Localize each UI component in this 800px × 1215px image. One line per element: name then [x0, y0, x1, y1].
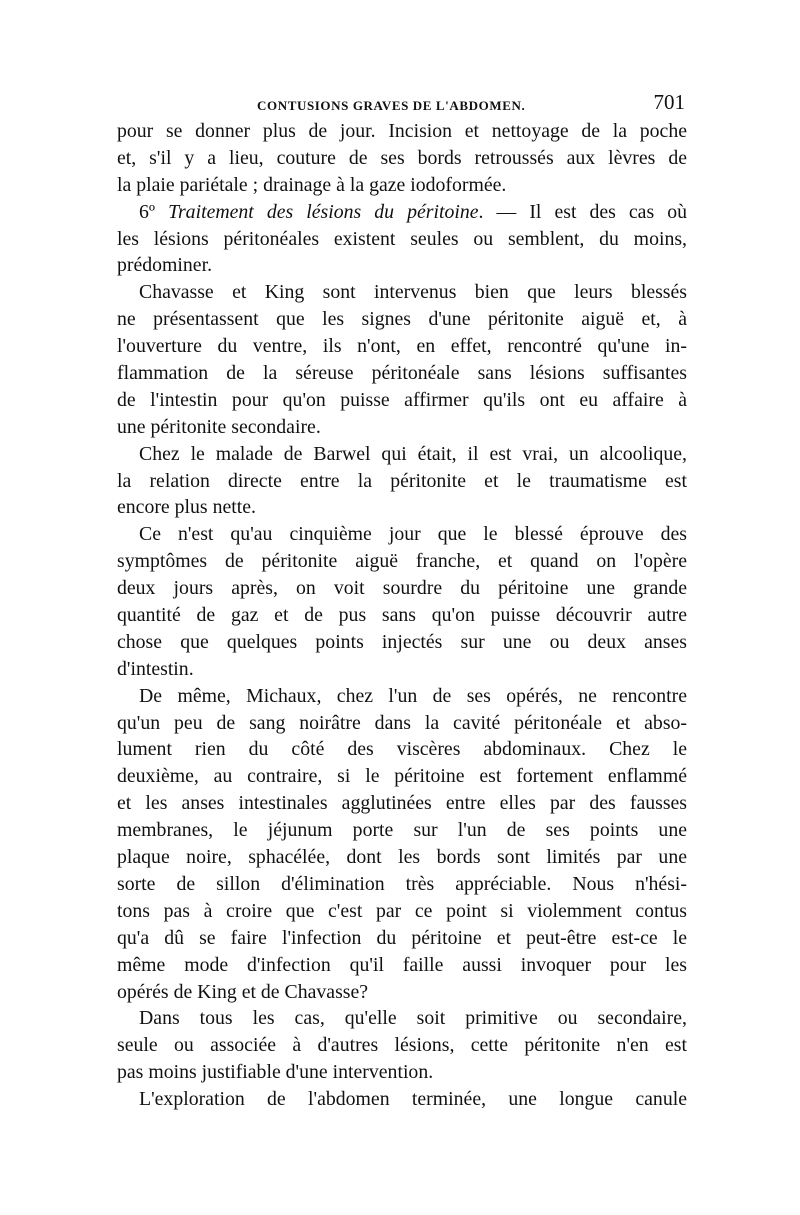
- text-line: plaque noire, sphacélée, dont les bords sont limités par une: [117, 846, 687, 869]
- text-line: chose que quelques points injectés sur une ou deux anses: [117, 630, 687, 653]
- text-line: seule ou associée à d'autres lésions, cette péritonite n'en est: [117, 1034, 687, 1057]
- text-line: deuxième, au contraire, si le péritoine est fortement enflammé: [117, 765, 687, 788]
- text-line: symptômes de péritonite aiguë franche, et quand on l'opère: [117, 550, 687, 573]
- text-line: pas moins justifiable d'une intervention.: [117, 1061, 434, 1084]
- section-number: 6º: [139, 200, 156, 223]
- body-text: [117, 118, 687, 1113]
- section-title: Traitement des lésions du péritoine: [168, 200, 479, 223]
- text-line: Chez le malade de Barwel qui était, il est vrai, un alcoolique,: [139, 442, 687, 465]
- text-line: d'intestin.: [117, 657, 194, 680]
- text-line: et, s'il y a lieu, couture de ses bords retroussés aux lèvres de: [117, 146, 687, 169]
- text-line: et les anses intestinales agglutinées entre elles par des fausses: [117, 792, 687, 815]
- section-heading-tail: . — Il est des cas où: [478, 200, 687, 223]
- text-line: opérés de King et de Chavasse?: [117, 980, 369, 1003]
- text-line: pour se donner plus de jour. Incision et nettoyage de la poche: [117, 120, 687, 142]
- text-line: quantité de gaz et de pus sans qu'on puisse découvrir autre: [117, 604, 687, 627]
- text-line: encore plus nette.: [117, 496, 256, 519]
- text-line: qu'a dû se faire l'infection du péritoine et peut-être est-ce le: [117, 926, 687, 949]
- text-line: De même, Michaux, chez l'un de ses opérés, ne rencontre: [139, 684, 687, 707]
- text-line: prédominer.: [117, 254, 213, 277]
- text-line: les lésions péritonéales existent seules ou semblent, du moins,: [117, 227, 687, 250]
- text-line: Dans tous les cas, qu'elle soit primitive ou secondaire,: [139, 1007, 687, 1030]
- text-line: Chavasse et King sont intervenus bien que leurs blessés: [139, 281, 687, 304]
- text-line: ne présentassent que les signes d'une péritonite aiguë et, à: [117, 308, 687, 331]
- page-number: 701: [653, 90, 685, 114]
- running-title: CONTUSIONS GRAVES DE L'ABDOMEN.: [257, 98, 526, 113]
- text-line: la relation directe entre la péritonite et le traumatisme est: [117, 469, 687, 492]
- text-line: l'ouverture du ventre, ils n'ont, en effet, rencontré qu'une in-: [117, 335, 687, 358]
- text-line: membranes, le jéjunum porte sur l'un de ses points une: [117, 819, 687, 842]
- text-line: même mode d'infection qu'il faille aussi invoquer pour les: [117, 953, 687, 976]
- section-heading-line: [117, 199, 687, 226]
- text-line: de l'intestin pour qu'on puisse affirmer qu'ils ont eu affaire à: [117, 388, 687, 411]
- text-line: L'exploration de l'abdomen terminée, une longue canule: [139, 1088, 687, 1111]
- text-line: la plaie pariétale ; drainage à la gaze iodoformée.: [117, 173, 507, 196]
- text-line: deux jours après, on voit sourdre du péritoine une grande: [117, 577, 687, 600]
- text-line: une péritonite secondaire.: [117, 415, 321, 438]
- running-head: [117, 90, 687, 118]
- text-line: sorte de sillon d'élimination très appréciable. Nous n'hési-: [117, 872, 687, 895]
- text-line: tons pas à croire que c'est par ce point si violemment contus: [117, 899, 687, 922]
- text-line: qu'un peu de sang noirâtre dans la cavité péritonéale et abso-: [117, 711, 687, 734]
- text-line: flammation de la séreuse péritonéale sans lésions suffisantes: [117, 362, 687, 385]
- book-page: [117, 90, 687, 1113]
- text-line: Ce n'est qu'au cinquième jour que le blessé éprouve des: [139, 523, 687, 546]
- text-line: lument rien du côté des viscères abdominaux. Chez le: [117, 738, 687, 761]
